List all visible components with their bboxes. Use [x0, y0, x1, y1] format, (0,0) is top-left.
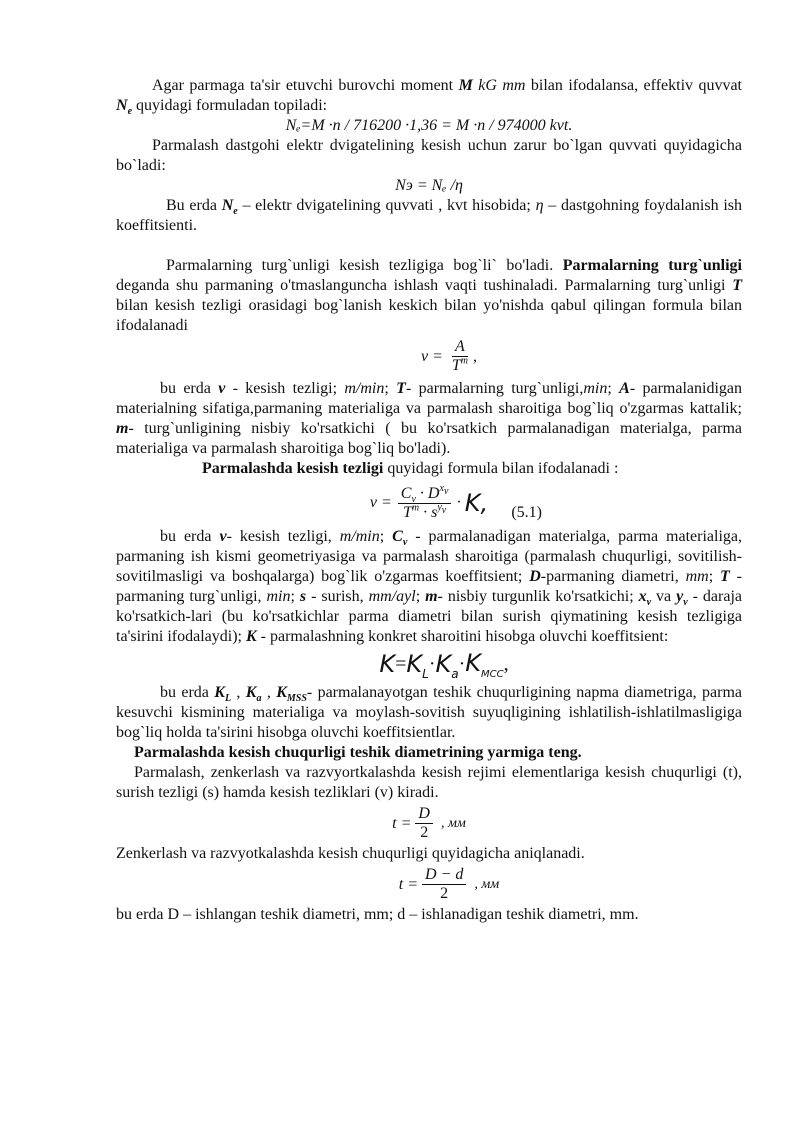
symbol-T: T	[720, 568, 730, 585]
symbol-m: m	[425, 588, 438, 605]
text: -parmaning diametri,	[540, 568, 686, 585]
den-base: T	[451, 357, 461, 374]
text: - daraja ko'rsatkich-lari (bu ko'rsatkichlar parma diametri bilan surish qiymatining kesish tezligiga ta'sirini ifodalaydi);	[116, 588, 742, 645]
denominator: 2	[420, 824, 429, 841]
fraction	[449, 338, 471, 375]
symbol-T: T	[396, 380, 406, 397]
text: - parmalanayotgan teshik chuqurligining napma diametriga, parma kesuvchi kismining materialiga va moylash-sovitish suyuqligining ishlatilish-ishlatilmasligiga bog`liq holda ta'sirini hisobga oluvchi koeffitsientlar.	[116, 684, 743, 741]
formula-lhs: v =	[369, 494, 392, 511]
formula-cutting-speed	[116, 481, 742, 525]
paragraph-where-kl	[116, 683, 742, 743]
text: – dastgohning foydalanish ish koeffitsienti.	[116, 197, 743, 234]
unit: , мм	[474, 876, 500, 892]
symbol-Kmcc: K	[465, 649, 482, 678]
text: - parmalashning konkret sharoitini hisobga oluvchi koeffitsient:	[256, 628, 669, 645]
exp-m: m	[411, 502, 420, 514]
symbol-K: K,	[464, 489, 489, 517]
text: ;	[379, 528, 393, 545]
paragraph-where-v	[116, 379, 742, 459]
subscript: MCC	[481, 668, 504, 680]
paragraph-drill-durability	[116, 256, 742, 336]
text: ;	[607, 380, 620, 397]
bold-term: Parmalarning turg`unligi	[562, 257, 742, 274]
text: Bu erda	[166, 197, 222, 214]
text: quyidagi formuladan topiladi:	[132, 97, 328, 114]
paragraph-where-ne	[116, 196, 742, 236]
text: ,	[261, 684, 277, 701]
formula-depth-zenker	[156, 866, 742, 903]
text: bilan ifodalansa, effektiv quvvat	[525, 77, 742, 94]
text: - parmalarning turg`unligi,	[405, 380, 584, 397]
bold-term: Parmalashda kesish tezligi	[202, 460, 384, 477]
denominator	[400, 504, 449, 522]
paragraph-cutting-elements: Parmalash, zenkerlash va razvyortkalashda kesish rejimi elementlariga kesish chuqurligi (t), surish tezligi (s) hamda kesish tezliklari (v) kiradi.	[116, 764, 742, 801]
paragraph-depth-half-diameter	[116, 743, 742, 763]
numerator: D	[415, 805, 433, 824]
symbol-M: M	[458, 77, 473, 94]
unit: mm	[685, 568, 709, 585]
subscript: L	[422, 666, 429, 681]
symbol-KL: K	[214, 684, 225, 701]
numerator	[398, 485, 452, 504]
num-C: C	[400, 484, 412, 502]
paragraph-motor-power: Parmalash dastgohi elektr dvigatelining kesish uchun zarur bo`lgan quvvati quyidagicha bo`ladi:	[116, 137, 742, 174]
subscript: MSS	[286, 693, 307, 705]
unit: , мм	[440, 815, 466, 831]
unit: min	[583, 380, 608, 397]
symbol-Ne: N	[116, 97, 128, 114]
subscript: a	[451, 666, 459, 681]
bold-statement: Parmalashda kesish chuqurligi teshik diametrining yarmiga teng.	[134, 744, 582, 761]
text: - nisbiy turgunlik ko'rsatkichi;	[437, 588, 639, 605]
paragraph-moment-power	[116, 76, 742, 116]
text: - surish,	[306, 588, 369, 605]
fraction	[422, 866, 466, 903]
unit: m/min	[339, 528, 380, 545]
formula-lhs: v =	[420, 347, 443, 365]
subscript: e	[233, 206, 238, 218]
text: - parmalanadigan materialga, parma materialiga, parmaning ish kismi geometriyasiga va parmalash sharoitiga (parmalash chuqurligi, sovitilish-sovitilmasligi va boshqalarga) bog`lik o'zgarmas koeffitsient;	[116, 528, 743, 585]
fraction	[415, 805, 433, 842]
dot: ·	[428, 653, 436, 675]
sub-v: v	[441, 505, 447, 517]
paragraph-where-D-d: bu erda D – ishlangan teshik diametri, mm; d – ishlanadigan teshik diametri, mm.	[116, 906, 639, 923]
subscript: e	[127, 106, 133, 118]
unit: mm/ayl	[368, 588, 416, 605]
formula-effective-power: Nₑ=M ·n / 716200 ·1,36 = M ·n / 974000 kvt.	[285, 117, 573, 134]
symbol-K: K	[245, 628, 257, 645]
den-exponent: m	[460, 355, 469, 367]
exp-x: x	[439, 483, 444, 495]
symbol-Ka: K	[245, 684, 257, 701]
text: deganda shu parmaning o'tmaslanguncha ishlash vaqti tushinaladi. Parmalarning turg`unligi	[116, 277, 733, 294]
numerator: A	[452, 338, 468, 357]
text: va	[651, 588, 677, 605]
denominator	[449, 357, 471, 375]
symbol-Kmss: K	[276, 684, 287, 701]
text: - parmaning turg`unligi,	[116, 568, 743, 605]
symbol-xv: x	[638, 588, 647, 605]
numerator: D − d	[422, 866, 466, 885]
text: - kesish tezligi,	[226, 528, 340, 545]
symbol-eta: η	[535, 197, 544, 214]
subscript: v	[683, 597, 688, 609]
unit: m/min	[344, 380, 385, 397]
k-a	[435, 650, 459, 681]
text: - kesish tezligi;	[225, 380, 345, 397]
symbol-v: v	[218, 380, 226, 397]
text: bu erda	[160, 684, 215, 701]
symbol-A: A	[619, 380, 630, 397]
comma: ,	[503, 653, 509, 675]
symbol-Ne: N	[221, 197, 234, 214]
sub-v: v	[443, 486, 449, 498]
text: quyidagi formula bilan ifodalanadi :	[383, 460, 619, 477]
formula-depth-drilling	[116, 805, 742, 842]
text: Parmalarning turg`unligi kesish tezligiga bog`li` bo'ladi.	[166, 257, 563, 274]
text: ;	[415, 588, 426, 605]
text: bu erda	[160, 380, 219, 397]
paragraph-cutting-speed-intro	[116, 459, 742, 479]
dot: ·	[458, 653, 466, 675]
exp-y: y	[437, 502, 442, 514]
k-mcc	[465, 649, 504, 680]
symbol-m: m	[116, 420, 129, 437]
symbol-yv: y	[676, 588, 684, 605]
symbol-Ka: K	[435, 650, 452, 678]
subscript: L	[224, 693, 232, 705]
text: ,	[231, 684, 246, 701]
symbol-D: D	[529, 568, 541, 585]
formula-tail: ,	[473, 347, 478, 365]
text: ;	[290, 588, 300, 605]
formula-k-product	[146, 649, 742, 681]
symbol-s: s	[299, 588, 307, 605]
sub-v: v	[411, 493, 416, 505]
symbol-T: T	[732, 277, 742, 294]
formula-motor-power: Nэ = Nₑ /η	[395, 177, 463, 194]
text: - turg`unligining nisbiy ko'rsatkichi ( bu ko'rsatkich parmalanadigan materialga, parma materialiga va parmalash sharoitiga bog`liq bo'ladi).	[116, 420, 742, 457]
document-page	[116, 76, 742, 925]
unit-kgmm: kG mm	[472, 77, 526, 94]
subscript: v	[402, 537, 408, 549]
text: bu erda	[160, 528, 220, 545]
num-D: · D	[415, 484, 440, 502]
fraction	[398, 485, 452, 522]
text: Agar parmaga ta'sir etuvchi burovchi moment	[152, 77, 459, 94]
unit: min	[266, 588, 291, 605]
text: ;	[384, 380, 397, 397]
symbol-K: K	[379, 650, 396, 678]
subscript: a	[256, 693, 262, 705]
equation-number: (5.1)	[511, 504, 542, 521]
symbol-KL: K	[406, 650, 423, 678]
symbol-Cv: C	[392, 528, 403, 545]
spacer	[116, 236, 742, 256]
subscript: v	[646, 597, 652, 609]
denominator: 2	[440, 885, 449, 902]
text: ;	[708, 568, 721, 585]
den-T: T	[402, 503, 412, 521]
symbol-v: v	[219, 528, 227, 545]
text: bilan kesish tezligi orasidagi bog`lanish keskich bilan yo'nishda qabul qilingan formula bilan ifodalanadi	[116, 297, 742, 334]
equals: =	[395, 653, 407, 675]
den-s: · s	[419, 503, 438, 521]
paragraph-zenker-depth: Zenkerlash va razvyotkalashda kesish chuqurligi quyidagicha aniqlanadi.	[116, 845, 585, 862]
paragraph-where-v-cv	[116, 527, 742, 647]
text: – elektr dvigatelining quvvati , kvt hisobida;	[237, 197, 536, 214]
formula-lhs: t =	[398, 875, 418, 893]
k-l	[406, 650, 429, 681]
formula-dot: ·	[456, 494, 462, 511]
text: - parmalanidigan materialning sifatiga,parmaning materialiga va parmalash sharoitiga bog`liq o'zgarmas kattalik;	[116, 380, 742, 417]
formula-velocity-durability	[156, 338, 742, 375]
formula-lhs: t =	[392, 814, 412, 832]
